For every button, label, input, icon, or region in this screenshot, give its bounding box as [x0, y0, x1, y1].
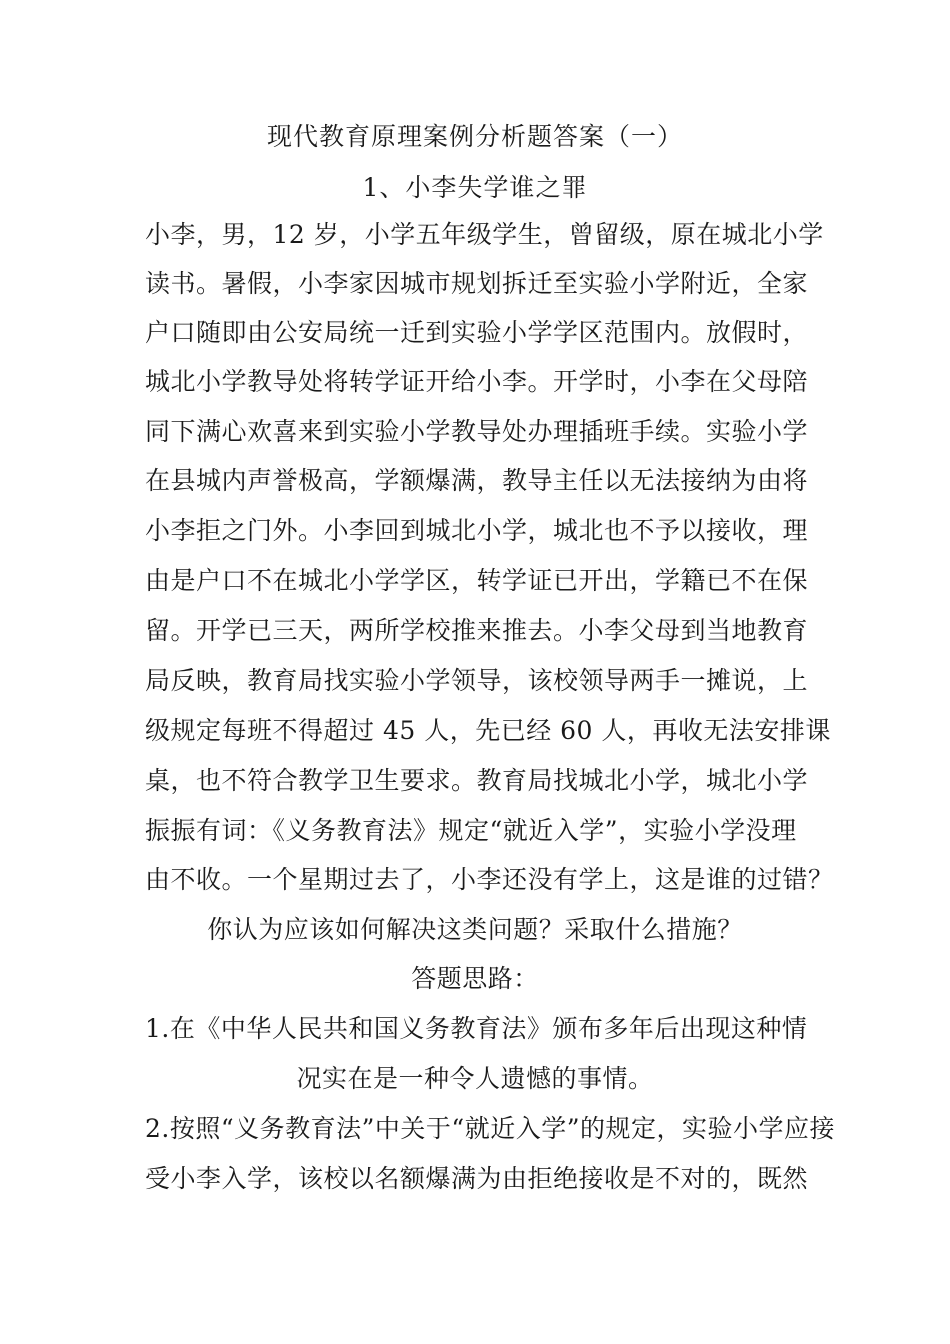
case-text-line: 小李，男，12 岁，小学五年级学生，曾留级，原在城北小学: [145, 220, 824, 249]
case-text-line: 城北小学教导处将转学证开给小李。开学时，小李在父母陪: [145, 367, 809, 396]
case-text-line: 小李拒之门外。小李回到城北小学，城北也不予以接收，理: [145, 516, 809, 545]
answer-heading: 答题思路：: [411, 964, 539, 993]
case-text-line: 在县城内声誉极高，学额爆满，教导主任以无法接纳为由将: [145, 466, 809, 495]
answer-text-line: 受小李入学，该校以名额爆满为由拒绝接收是不对的，既然: [145, 1164, 809, 1193]
case-text-line: 级规定每班不得超过 45 人，先已经 60 人，再收无法安排课: [145, 716, 831, 745]
case-text-line: 户口随即由公安局统一迁到实验小学学区范围内。放假时，: [145, 318, 809, 347]
case-title: 1、小李失学谁之罪: [362, 173, 588, 202]
case-text-line: 由不收。一个星期过去了，小李还没有学上，这是谁的过错？: [145, 865, 834, 894]
case-text-line: 桌，也不符合教学卫生要求。教育局找城北小学，城北小学: [145, 766, 809, 795]
answer-text-line: 2.按照“义务教育法”中关于“就近入学”的规定，实验小学应接: [145, 1114, 835, 1143]
case-text-line: 同下满心欢喜来到实验小学教导处办理插班手续。实验小学: [145, 417, 809, 446]
case-text-line: 振振有词：《义务教育法》规定“就近入学”，实验小学没理: [145, 816, 797, 845]
case-text-line: 留。开学已三天，两所学校推来推去。小李父母到当地教育: [145, 616, 809, 645]
case-text-line: 读书。暑假，小李家因城市规划拆迁至实验小学附近，全家: [145, 269, 809, 298]
case-text-line: 局反映，教育局找实验小学领导，该校领导两手一摊说，上: [145, 666, 809, 695]
document-title: 现代教育原理案例分析题答案（一）: [266, 122, 683, 151]
question-line: 你认为应该如何解决这类问题？采取什么措施？: [207, 915, 743, 944]
answer-text-line: 况实在是一种令人遗憾的事情。: [296, 1064, 654, 1093]
case-text-line: 由是户口不在城北小学学区，转学证已开出，学籍已不在保: [145, 566, 809, 595]
answer-text-line: 1.在《中华人民共和国义务教育法》颁布多年后出现这种情: [145, 1014, 808, 1043]
